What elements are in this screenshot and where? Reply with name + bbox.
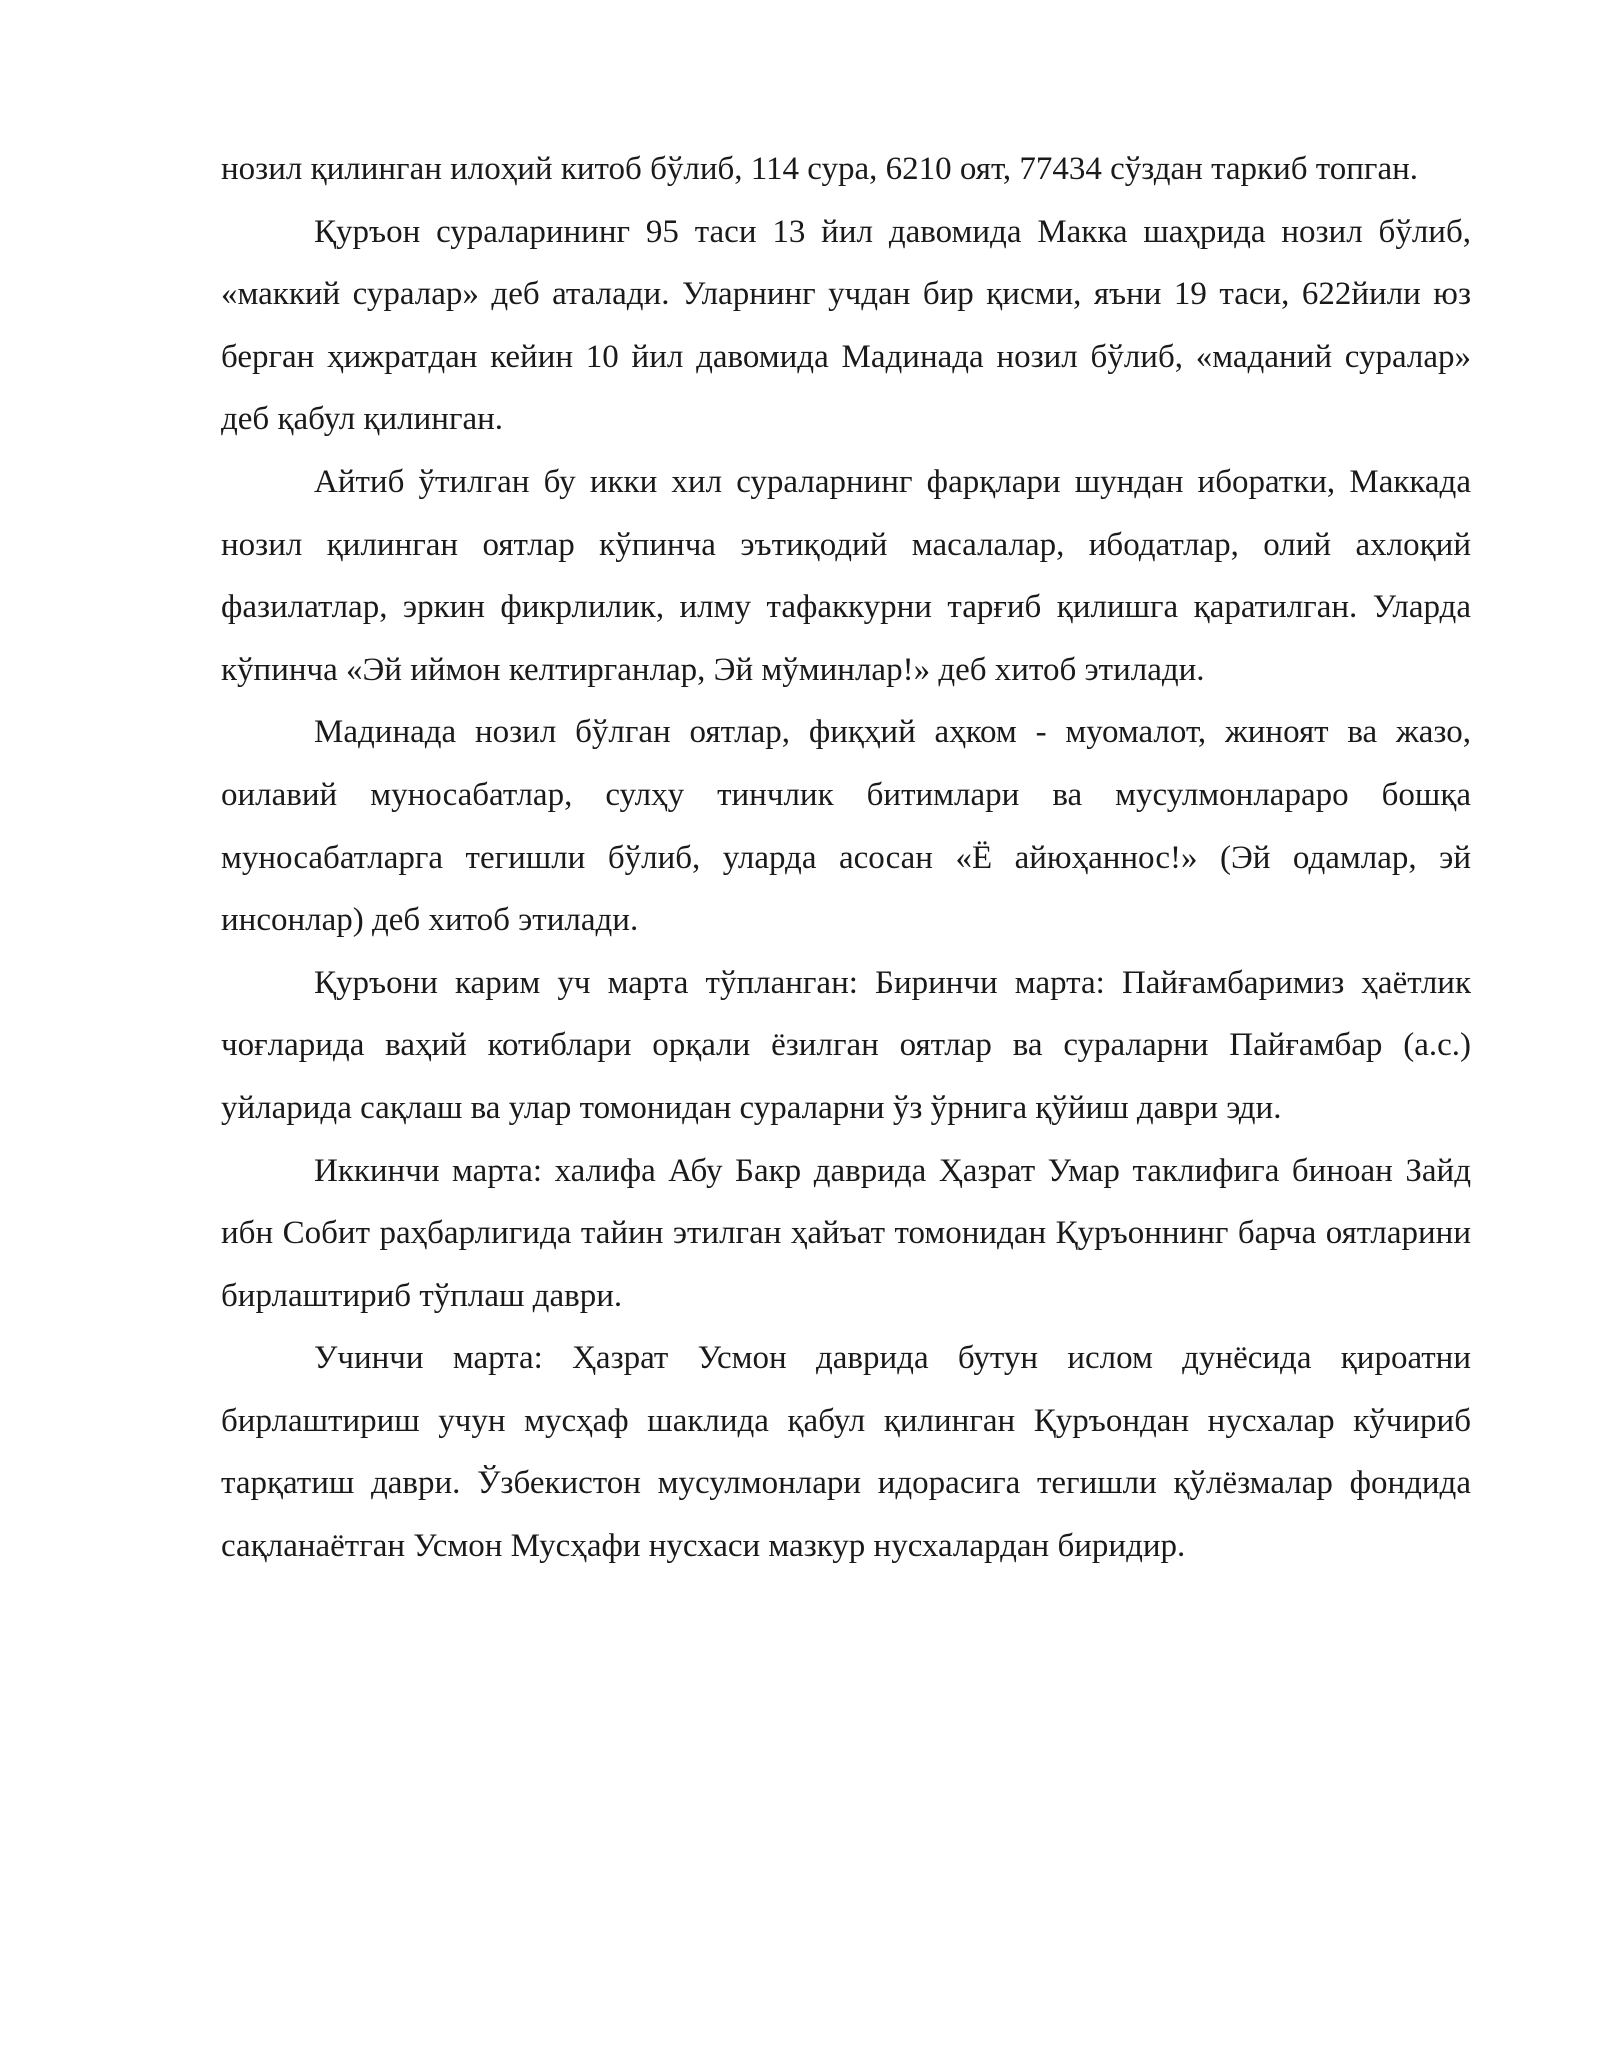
- body-text: [221, 138, 1471, 1578]
- paragraph-surah-differences: Айтиб ўтилган бу икки хил сураларнинг фарқлари шундан иборатки, Маккада нозил қилинган оятлар кўпинча эътиқодий масалалар, ибодатлар, олий ахлоқий фазилатлар, эркин фикрлилик, илму тафаккурни тарғиб қилишга қаратилган. Уларда кўпинча «Эй иймон келтирганлар, Эй мўминлар!» деб хитоб этилади.: [221, 463, 1471, 688]
- paragraph-medinan-verses: Мадинада нозил бўлган оятлар, фиқҳий аҳком - муомалот, жиноят ва жазо, оилавий муносабатлар, сулҳу тинчлик битимлари ва мусулмонлараро бошқа муносабатларга тегишли бўлиб, уларда асосан «Ё айюҳаннос!» (Эй одамлар, эй инсонлар) деб хитоб этилади.: [221, 714, 1471, 939]
- paragraph-first-compilation: Қуръони карим уч марта тўпланган: Биринчи марта: Пайғамбаримиз ҳаётлик чоғларида ваҳий котиблари орқали ёзилган оятлар ва сураларни Пайғамбар (а.с.) уйларида сақлаш ва улар томонидан сураларни ўз ўрнига қўйиш даври эди.: [221, 964, 1471, 1126]
- paragraph-third-compilation: Учинчи марта: Ҳазрат Усмон даврида бутун ислом дунёсида қироатни бирлаштириш учун мусҳаф шаклида қабул қилинган Қуръондан нусхалар кўчириб тарқатиш даври. Ўзбекистон мусулмонлари идорасига тегишли қўлёзмалар фондида сақланаётган Усмон Мусҳафи нусхаси мазкур нусхалардан биридир.: [221, 1340, 1471, 1565]
- paragraph-second-compilation: Иккинчи марта: халифа Абу Бакр даврида Ҳазрат Умар таклифига биноан Зайд ибн Собит раҳбарлигида тайин этилган ҳайъат томонидан Қуръоннинг барча оятларини бирлаштириб тўплаш даври.: [221, 1152, 1471, 1314]
- paragraph-meccan-medinan-surahs: Қуръон сураларининг 95 таси 13 йил давомида Макка шаҳрида нозил бўлиб, «маккий суралар» деб аталади. Уларнинг учдан бир қисми, яъни 19 таси, 622йили юз берган ҳижратдан кейин 10 йил давомида Мадинада нозил бўлиб, «маданий суралар» деб қабул қилинган.: [221, 213, 1471, 438]
- paragraph-continuation: нозил қилинган илоҳий китоб бўлиб, 114 сура, 6210 оят, 77434 сўздан таркиб топган.: [221, 151, 1419, 187]
